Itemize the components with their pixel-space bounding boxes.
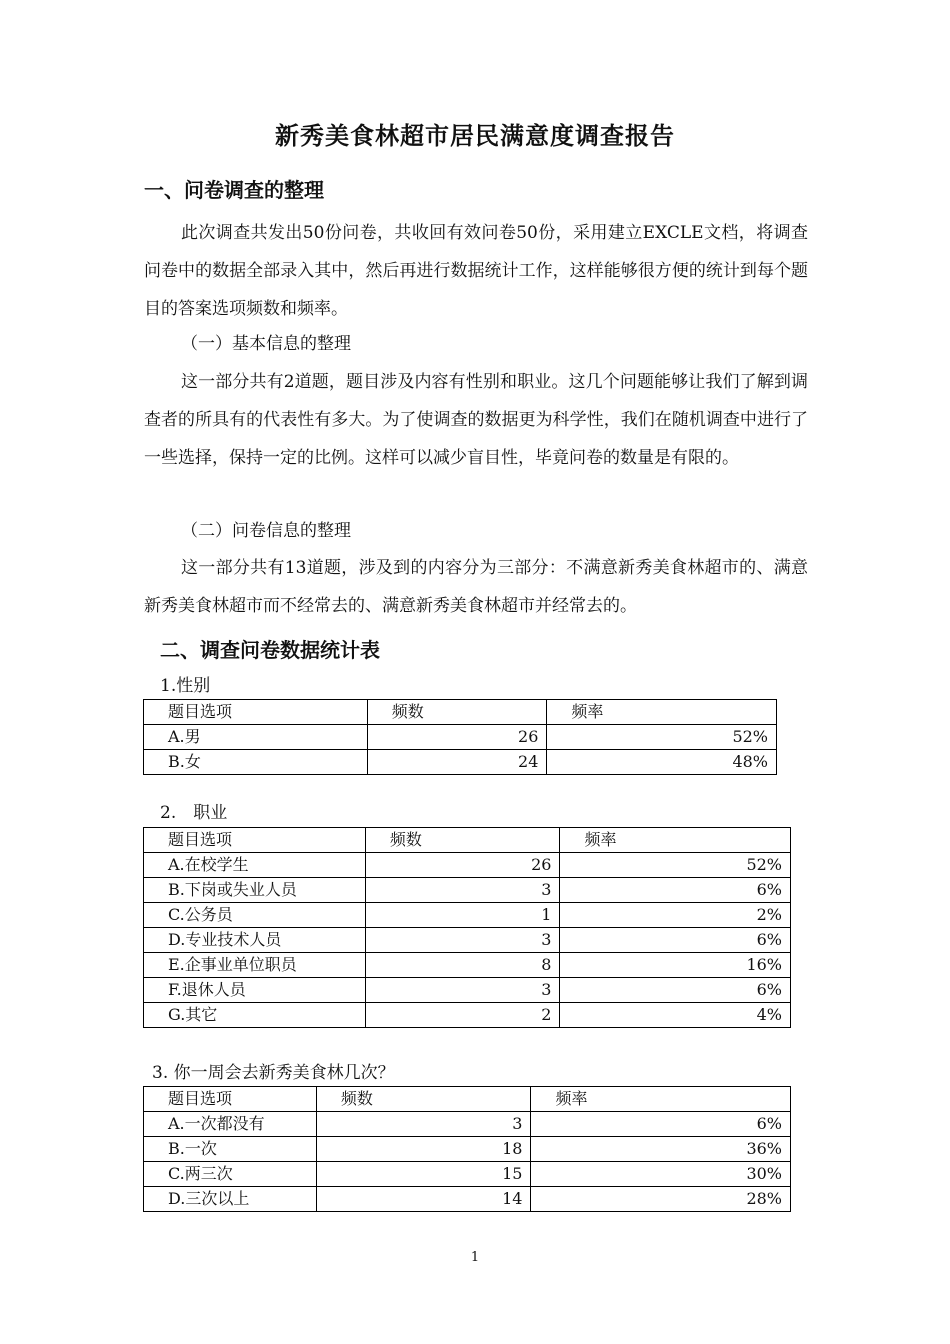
table-weekly-visits bbox=[143, 1086, 791, 1212]
cell-rate: 6% bbox=[560, 928, 791, 953]
cell-option: E.企事业单位职员 bbox=[144, 953, 366, 978]
header-rate: 频率 bbox=[560, 828, 791, 853]
cell-count: 14 bbox=[316, 1187, 531, 1212]
cell-count: 2 bbox=[365, 1003, 560, 1028]
table-row bbox=[144, 903, 791, 928]
cell-option: A.男 bbox=[144, 725, 368, 750]
cell-rate: 16% bbox=[560, 953, 791, 978]
cell-option: A.在校学生 bbox=[144, 853, 366, 878]
cell-count: 26 bbox=[367, 725, 547, 750]
cell-count: 3 bbox=[365, 878, 560, 903]
cell-rate: 30% bbox=[531, 1162, 791, 1187]
cell-rate: 6% bbox=[560, 978, 791, 1003]
cell-rate: 36% bbox=[531, 1137, 791, 1162]
table-row bbox=[144, 1003, 791, 1028]
table3-caption: 3. 你一周会去新秀美食林几次？ bbox=[152, 1063, 395, 1083]
cell-option: A.一次都没有 bbox=[144, 1112, 317, 1137]
cell-count: 3 bbox=[316, 1112, 531, 1137]
header-count: 频数 bbox=[367, 700, 547, 725]
cell-count: 24 bbox=[367, 750, 547, 775]
cell-rate: 6% bbox=[531, 1112, 791, 1137]
cell-count: 3 bbox=[365, 928, 560, 953]
cell-option: D.专业技术人员 bbox=[144, 928, 366, 953]
cell-option: B.女 bbox=[144, 750, 368, 775]
subsection1-title: （一）基本信息的整理 bbox=[181, 334, 351, 354]
cell-option: D.三次以上 bbox=[144, 1187, 317, 1212]
cell-rate: 52% bbox=[547, 725, 777, 750]
subsection2-text: 这一部分共有13道题，涉及到的内容分为三部分：不满意新秀美食林超市的、满意新秀美食林超市而不经常去的、满意新秀美食林超市并经常去的。 bbox=[144, 558, 808, 616]
cell-count: 3 bbox=[365, 978, 560, 1003]
table-occupation bbox=[143, 827, 791, 1028]
header-count: 频数 bbox=[316, 1087, 531, 1112]
document-title: 新秀美食林超市居民满意度调查报告 bbox=[275, 122, 675, 150]
cell-count: 1 bbox=[365, 903, 560, 928]
section1-heading: 一、问卷调查的整理 bbox=[144, 178, 324, 202]
cell-rate: 2% bbox=[560, 903, 791, 928]
cell-option: C.公务员 bbox=[144, 903, 366, 928]
cell-option: B.下岗或失业人员 bbox=[144, 878, 366, 903]
table-row bbox=[144, 978, 791, 1003]
cell-option: B.一次 bbox=[144, 1137, 317, 1162]
table-header-row bbox=[144, 700, 777, 725]
cell-rate: 48% bbox=[547, 750, 777, 775]
header-option: 题目选项 bbox=[144, 1087, 317, 1112]
header-count: 频数 bbox=[365, 828, 560, 853]
table-row bbox=[144, 1112, 791, 1137]
cell-rate: 52% bbox=[560, 853, 791, 878]
header-rate: 频率 bbox=[547, 700, 777, 725]
cell-count: 8 bbox=[365, 953, 560, 978]
cell-count: 15 bbox=[316, 1162, 531, 1187]
page-number: 1 bbox=[470, 1250, 480, 1265]
cell-option: G.其它 bbox=[144, 1003, 366, 1028]
cell-rate: 6% bbox=[560, 878, 791, 903]
cell-rate: 4% bbox=[560, 1003, 791, 1028]
cell-option: C.两三次 bbox=[144, 1162, 317, 1187]
table-row bbox=[144, 878, 791, 903]
table-row bbox=[144, 1162, 791, 1187]
cell-option: F.退休人员 bbox=[144, 978, 366, 1003]
cell-count: 26 bbox=[365, 853, 560, 878]
table-row bbox=[144, 750, 777, 775]
table1-caption: 1.性别 bbox=[160, 676, 211, 696]
table-gender bbox=[143, 699, 777, 775]
table-row bbox=[144, 853, 791, 878]
table-row bbox=[144, 1187, 791, 1212]
section2-heading: 二、调查问卷数据统计表 bbox=[160, 638, 380, 662]
subsection1-text: 这一部分共有2道题，题目涉及内容有性别和职业。这几个问题能够让我们了解到调查者的所具有的代表性有多大。为了使调查的数据更为科学性，我们在随机调查中进行了一些选择，保持一定的比例。这样可以减少盲目性，毕竟问卷的数量是有限的。 bbox=[144, 372, 808, 468]
cell-count: 18 bbox=[316, 1137, 531, 1162]
table-row bbox=[144, 928, 791, 953]
header-option: 题目选项 bbox=[144, 700, 368, 725]
table-row bbox=[144, 953, 791, 978]
table-row bbox=[144, 725, 777, 750]
section1-intro: 此次调查共发出50份问卷，共收回有效问卷50份，采用建立EXCLE文档，将调查问卷中的数据全部录入其中，然后再进行数据统计工作，这样能够很方便的统计到每个题目的答案选项频数和频率。 bbox=[144, 223, 808, 319]
cell-rate: 28% bbox=[531, 1187, 791, 1212]
table-header-row bbox=[144, 1087, 791, 1112]
header-option: 题目选项 bbox=[144, 828, 366, 853]
table2-caption: 2. 职业 bbox=[160, 803, 228, 823]
table-row bbox=[144, 1137, 791, 1162]
subsection2-title: （二）问卷信息的整理 bbox=[181, 521, 351, 541]
table-header-row bbox=[144, 828, 791, 853]
header-rate: 频率 bbox=[531, 1087, 791, 1112]
